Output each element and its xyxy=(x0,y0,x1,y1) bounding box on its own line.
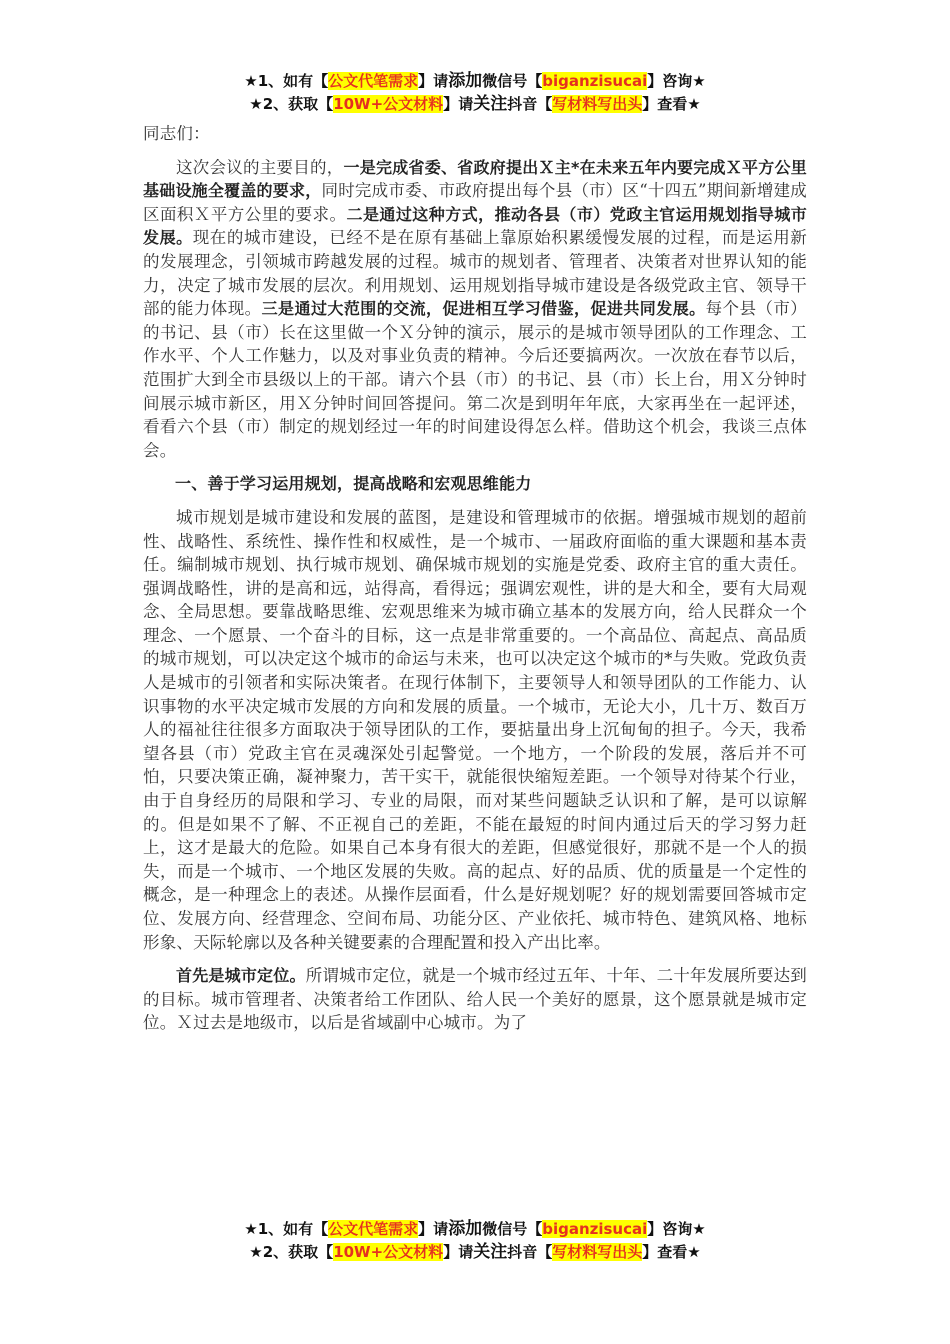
promo-text: 】咨询★ xyxy=(647,72,706,90)
promo-text: 】请 xyxy=(443,1243,474,1261)
promo-text: ★2、获取【 xyxy=(249,1243,334,1261)
promo-line-1 xyxy=(0,1218,950,1241)
promo-emphasis: 添加 xyxy=(448,71,483,91)
promo-highlight: 写材料写出头 xyxy=(552,95,643,113)
promo-emphasis: 关注 xyxy=(473,1242,508,1262)
salutation: 同志们： xyxy=(143,124,210,143)
promo-text: 抖音【 xyxy=(507,1243,553,1261)
promo-line-2 xyxy=(0,1241,950,1264)
promo-text: 】咨询★ xyxy=(647,1220,706,1238)
promo-text: ★1、如有【 xyxy=(244,72,329,90)
paragraph-city-positioning xyxy=(143,964,807,1035)
bold-run: 首先是城市定位。 xyxy=(176,966,306,986)
bold-run: 二是通过这种方式，推动各县（市）党政主官运用规划指导城市发展。 xyxy=(143,204,807,248)
section-heading: 一、善于学习运用规划，提高战略和宏观思维能力 xyxy=(175,474,532,494)
promo-text: ★1、如有【 xyxy=(244,1220,329,1238)
promo-highlight: 10W+公文材料 xyxy=(333,1243,444,1261)
promo-text: 微信号【 xyxy=(482,1220,543,1238)
footer-promo-banner xyxy=(0,1218,950,1264)
promo-highlight: biganzisucai xyxy=(542,72,648,90)
text-run: 现在的城市建设，已经不是在原有基础上靠原始积累缓慢发展的过程，而是运用新的发展理念，引领城市跨越发展的过程。城市的规划者、管理者、决策者对世界认知的能力，决定了城市发展的层次。利用规划、运用规划指导城市建设是各级党政主官、领导干部的能力体现。 xyxy=(143,228,808,319)
promo-line-1 xyxy=(0,70,950,93)
promo-text: 微信号【 xyxy=(482,72,543,90)
text-run: 这次会议的主要目的， xyxy=(176,157,344,177)
promo-text: 】查看★ xyxy=(642,95,701,113)
promo-text: ★2、获取【 xyxy=(249,95,334,113)
promo-highlight: 公文代笔需求 xyxy=(328,1220,419,1238)
promo-emphasis: 关注 xyxy=(473,94,508,114)
promo-highlight: biganzisucai xyxy=(542,1220,648,1238)
paragraph-intro xyxy=(143,156,807,463)
text-run: 所谓城市定位，就是一个城市经过五年、十年、二十年发展所要达到的目标。城市管理者、决策者给工作团队、给人民一个美好的愿景，这个愿景就是城市定位。Ｘ过去是地级市，以后是省域副中心城市。为了 xyxy=(143,966,807,1033)
promo-text: 】查看★ xyxy=(642,1243,701,1261)
header-promo-banner xyxy=(0,70,950,116)
promo-line-2 xyxy=(0,93,950,116)
paragraph-planning: 城市规划是城市建设和发展的蓝图，是建设和管理城市的依据。增强城市规划的超前性、战略性、系统性、操作性和权威性，是一个城市、一届政府面临的重大课题和基本责任。编制城市规划、执行城市规划、确保城市规划的实施是党委、政府主官的重大责任。强调战略性，讲的是高和远，站得高，看得远；强调宏观性，讲的是大和全，要有大局观念、全局思想。要靠战略思维、宏观思维来为城市确立基本的发展方向，给人民群众一个理念、一个愿景、一个奋斗的目标，这一点是非常重要的。一个高品位、高起点、高品质的城市规划，可以决定这个城市的命运与未来，也可以决定这个城市的*与失败。党政负责人是城市的引领者和实际决策者。在现行体制下，主要领导人和领导团队的工作能力、认识事物的水平决定城市发展的方向和发展的质量。一个城市，无论大小，几十万、数百万人的福祉往往很多方面取决于领导团队的工作，要掂量出身上沉甸甸的担子。今天，我希望各县（市）党政主官在灵魂深处引起警觉。一个地方，一个阶段的发展，落后并不可怕，只要决策正确，凝神聚力，苦干实干，就能很快缩短差距。一个领导对待某个行业，由于自身经历的局限和学习、专业的局限，而对某些问题缺乏认识和了解，是可以谅解的。但是如果不了解、不正视自己的差距，不能在最短的时间内通过后天的学习努力赶上，这才是最大的危险。如果自己本身有很大的差距，但感觉很好，那就不是一个人的损失，而是一个城市、一个地区发展的失败。高的起点、好的品质、优的质量是一个定性的概念，是一种理念上的表述。从操作层面看，什么是好规划呢？好的规划需要回答城市定位、发展方向、经营理念、空间布局、功能分区、产业依托、城市特色、建筑风格、地标形象、天际轮廓以及各种关键要素的合理配置和投入产出比率。 xyxy=(143,507,807,952)
promo-text: 】请 xyxy=(443,95,474,113)
bold-run: 一是完成省委、省政府提出Ｘ主*在未来五年内要完成Ｘ平方公里基础设施全覆盖的要求， xyxy=(143,157,807,201)
document-body xyxy=(143,122,807,1035)
promo-text: 】请 xyxy=(418,1220,449,1238)
promo-highlight: 10W+公文材料 xyxy=(333,95,444,113)
promo-emphasis: 添加 xyxy=(448,1219,483,1239)
promo-highlight: 公文代笔需求 xyxy=(328,72,419,90)
text-run: 同时完成市委、市政府提出每个县（市）区“十四五”期间新增建成区面积Ｘ平方公里的要求。 xyxy=(143,181,808,224)
promo-text: 抖音【 xyxy=(507,95,553,113)
bold-run: 三是通过大范围的交流，促进相互学习借鉴，促进共同发展。 xyxy=(261,299,706,319)
text-run: 每个县（市）的书记、县（市）长在这里做一个Ｘ分钟的演示，展示的是城市领导团队的工作理念、工作水平、个人工作魅力，以及对事业负责的精神。今后还要搞两次。一次放在春节以后，范围扩大到全市县级以上的干部。请六个县（市）的书记、县（市）长上台，用Ｘ分钟时间展示城市新区，用Ｘ分钟时间回答提问。第二次是到明年年底，大家再坐在一起评述，看看六个县（市）制定的规划经过一年的时间建设得怎么样。借助这个机会，我谈三点体会。 xyxy=(143,299,807,460)
promo-text: 】请 xyxy=(418,72,449,90)
promo-highlight: 写材料写出头 xyxy=(552,1243,643,1261)
